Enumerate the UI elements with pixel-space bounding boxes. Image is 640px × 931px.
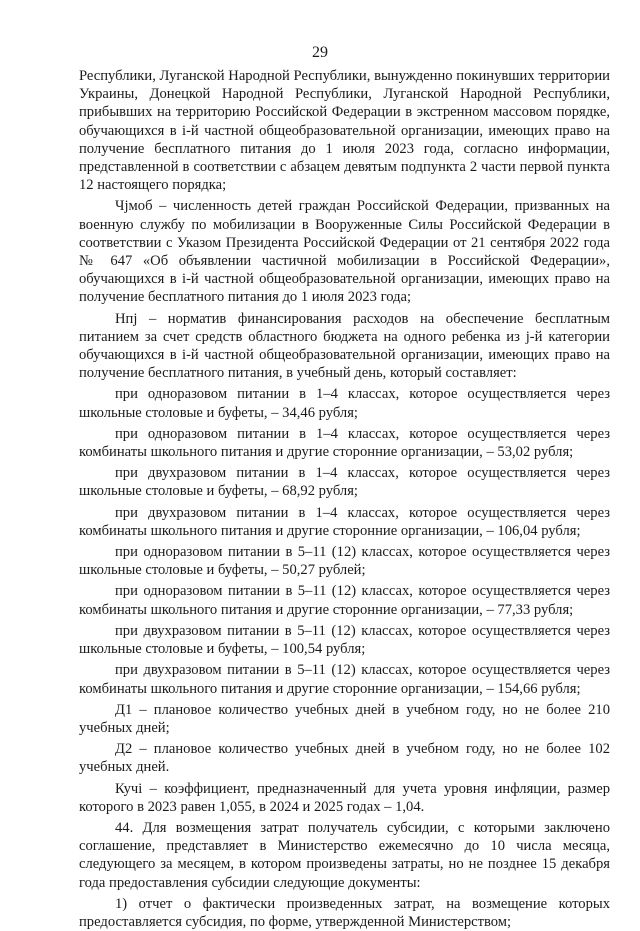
list-item-rate-5-11-single-combine: при одноразовом питании в 5–11 (12) классах, которое осуществляется через комбинаты школьного питания и другие сторонние организации, – 77,33 рубля; xyxy=(79,583,610,618)
paragraph-continuation-evacuees: Республики, Луганской Народной Республики, вынужденно покинувших территории Украины, Донецкой Народной Республики, Луганской Народной Республики, прибывших на территорию Российской Федерации в экстренном массовом порядке, обучающихся в i-й частной общеобразовательной организации, имеющих право на получение бесплатного питания до 1 июля 2023 года, согласно информации, представленной в соответствии с абзацем девятым подпункта 2 части первой пункта 12 настоящего порядка; xyxy=(79,68,610,194)
list-item-rate-5-11-single-canteen: при одноразовом питании в 5–11 (12) классах, которое осуществляется через школьные столовые и буфеты, – 50,27 рублей; xyxy=(79,544,610,579)
paragraph-d2-definition: Д2 – плановое количество учебных дней в учебном году, но не более 102 учебных дней. xyxy=(79,741,610,776)
list-item-rate-1-4-double-canteen: при двухразовом питании в 1–4 классах, которое осуществляется через школьные столовые и буфеты, – 68,92 рубля; xyxy=(79,465,610,500)
paragraph-clause-44-item-1: 1) отчет о фактически произведенных затрат, на возмещение которых предоставляется субсидия, по форме, утвержденной Министерством; xyxy=(79,895,610,930)
page-number: 29 xyxy=(312,44,328,61)
paragraph-mobilized-children: Чjмоб – численность детей граждан Российской Федерации, призванных на военную службу по мобилизации в Вооруженные Силы Российской Федерации в соответствии с Указом Президента Российской Федерации от 21 сентября 2022 года № 647 «Об объявлении частичной мобилизации в Российской Федерации», обучающихся в i-й частной общеобразовательной организации, имеющих право на получение бесплатного питания до 1 июля 2023 года; xyxy=(79,198,610,306)
paragraph-inflation-coefficient: Кучi – коэффициент, предназначенный для учета уровня инфляции, размер которого в 2023 равен 1,055, в 2024 и 2025 годах – 1,04. xyxy=(79,780,610,815)
list-item-rate-5-11-double-canteen: при двухразовом питании в 5–11 (12) классах, которое осуществляется через школьные столовые и буфеты, – 100,54 рубля; xyxy=(79,622,610,658)
list-item-rate-1-4-single-combine: при одноразовом питании в 1–4 классах, которое осуществляется через комбинаты школьного питания и другие сторонние организации, – 53,02 рубля; xyxy=(79,425,610,461)
document-body xyxy=(79,67,610,931)
paragraph-clause-44: 44. Для возмещения затрат получатель субсидии, с которыми заключено соглашение, представляет в Министерство ежемесячно до 10 числа месяца, следующего за месяцем, в котором произведены затраты, но не позднее 15 декабря года предоставления субсидии следующие документы: xyxy=(79,819,610,891)
list-item-rate-1-4-double-combine: при двухразовом питании в 1–4 классах, которое осуществляется через комбинаты школьного питания и другие сторонние организации, – 106,04 рубля; xyxy=(79,504,610,539)
paragraph-funding-norm: Нпj – норматив финансирования расходов на обеспечение бесплатным питанием за счет средств областного бюджета на одного ребенка из j-й категории обучающихся в i-й частной общеобразовательной организации, имеющих право на получение бесплатного питания, в учебный день, который составляет: xyxy=(79,310,610,382)
list-item-rate-5-11-double-combine: при двухразовом питании в 5–11 (12) классах, которое осуществляется через комбинаты школьного питания и другие сторонние организации, – 154,66 рубля; xyxy=(79,662,610,697)
paragraph-d1-definition: Д1 – плановое количество учебных дней в учебном году, но не более 210 учебных дней; xyxy=(79,701,610,736)
list-item-rate-1-4-single-canteen: при одноразовом питании в 1–4 классах, которое осуществляется через школьные столовые и буфеты, – 34,46 рубля; xyxy=(79,386,610,421)
